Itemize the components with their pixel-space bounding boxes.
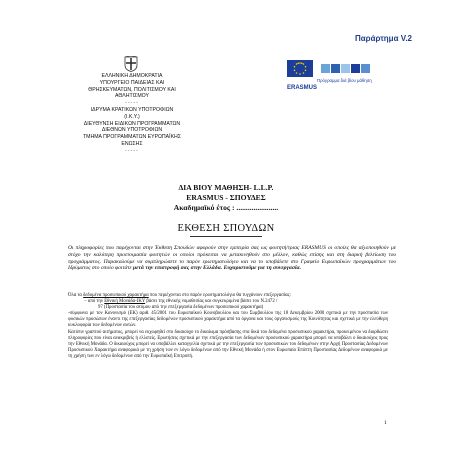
title-line-academic-year: Ακαδημαϊκό έτος : ...................... xyxy=(173,202,279,212)
ministry-line: (Ι.Κ.Υ.) xyxy=(124,113,140,120)
annex-label: Παράρτημα V.2 xyxy=(354,34,412,43)
body-paragraph: Κατόπιν γραπτού αιτήματος, μπορεί να εκχωρηθεί στο δικαιούχο το δικαίωμα πρόσβασης στα δικά του δεδομένα προσωπικού χαρακτήρα, προκειμένου να διορθώσει πληροφορίες που είναι ανακριβείς ή ελλιπείς. Ερωτήσεις σχετικά με την επεξεργασία των δεδομένων προσωπικού χαρακτήρα μπορεί να υποβάλει ο δικαιούχος προς την Εθνική Μονάδα. Ο δικαιούχος μπορεί να υποβάλλει καταγγελία σχετικά με την επεξεργασία των προσωπικών του δεδομένων στην Αρχή Προστασίας Δεδομένων Προσωπικού Χαρακτήρα αναφορικά με τη χρήση των εν λόγω δεδομένων από την Εθνική Μονάδα ή στον Ευρωπαίο Επόπτη Προστασίας Δεδομένων αναφορικά με τη χρήση των εν λόγω δεδομένων από την Ευρωπαϊκή Επιτροπή. xyxy=(68,329,388,359)
ministry-line: ΑΘΛΗΤΙΣΜΟΥ xyxy=(115,93,149,100)
body-text: Όλα τα xyxy=(68,293,82,298)
page-number: 1 xyxy=(384,420,387,426)
intro-text-after-return: μετά την επιστροφή σας στην Ελλάδα. xyxy=(133,265,223,272)
lifelong-learning-logo-icon xyxy=(321,62,373,75)
body-paragraph: -σύμφωνα με τον Κανονισμό (ΕΚ) αριθ. 45/2001 του Ευρωπαϊκού Κοινοβουλίου και του Συμβουλίου της 18 Δεκεμβρίου 2000 σχετικά με την προστασία των φυσικών προσώπων έναντι της επεξεργασίας δεδομένων προσωπικού χαρακτήρα από τα όργανα και τους οργανισμούς της Κοινότητας και σχετικά με την ελεύθερη κυκλοφορία των δεδομένων αυτών. xyxy=(68,311,388,329)
intro-thanks: Ευχαριστούμε για τη συνεργασία. xyxy=(223,265,302,272)
data-protection-section xyxy=(68,293,388,360)
title-underline xyxy=(190,236,262,237)
title-line-llp: ΔΙΑ ΒΙΟΥ ΜΑΘΗΣΗ- L.L.P. xyxy=(178,183,274,192)
programme-text: Πρόγραμμα διά βίου μάθηση xyxy=(317,78,372,83)
ministry-line: ΙΔΡΥΜΑ ΚΡΑΤΙΚΩΝ ΥΠΟΤΡΟΦΙΩΝ xyxy=(90,106,174,113)
intro-text: Οι πληροφορίες που παρέχονται στην Έκθεση Σπουδών αφορούν στην εμπειρία σας ως φοιτητή/τριας ERASMUS οι οποίες θα αξιοποιηθούν με στόχο την καλύτερη προετοιμασία φοιτητών οι οποίοι πρόκειται να μετακινηθούν στο μέλλον, καθώς επίσης και στη διαρκή βελτίωση του προγράμματος. xyxy=(68,245,396,265)
body-text: βάσει της εθνικής νομοθεσίας και συγκεκριμένα βάσει του Ν.2472 / xyxy=(146,299,278,305)
erasmus-logo-text: ERASMUS xyxy=(287,85,318,91)
logos-block xyxy=(287,60,407,100)
ministry-separator: ----- xyxy=(125,147,139,154)
ministry-line: ΤΜΗΜΑ ΠΡΟΓΡΑΜΜΑΤΩΝ ΕΥΡΩΠΑΪΚΗΣ xyxy=(83,134,181,141)
ministry-line: ΕΛΛΗΝΙΚΗ ΔΗΜΟΚΡΑΤΙΑ xyxy=(101,73,163,79)
title-line-erasmus: ERASMUS - ΣΠΟΥΔΕΣ xyxy=(186,192,266,202)
ministry-line: ΔΙΕΘΝΩΝ ΥΠΟΤΡΟΦΙΩΝ xyxy=(101,127,163,134)
body-text: − από την xyxy=(84,299,104,305)
intro-paragraph xyxy=(68,245,396,272)
ministry-line: ΥΠΟΥΡΓΕΙΟ ΠΑΙΔΕΙΑΣ ΚΑΙ xyxy=(99,79,165,86)
ministry-line: ΔΙΕΥΘΥΝΣΗ ΕΙΔΙΚΩΝ ΠΡΟΓΡΑΜΜΑΤΩΝ xyxy=(83,120,181,127)
ministry-header xyxy=(58,73,206,155)
body-list-continuation: 97 (Προστασία του ατόμου από την επεξεργασία δεδομένων προσωπικού χαρακτήρα) xyxy=(98,305,264,311)
ministry-line: ΕΝΩΣΗΣ xyxy=(121,140,143,147)
report-title: ΕΚΘΕΣΗ ΣΠΟΥΔΩΝ xyxy=(177,223,275,234)
intro-text-submit: Παρακαλούμε να συμπληρώσετε το παρόν ερωτηματολόγιο και να το υποβάλετε στο Γραφείο Ευρωπαϊκών προγραμμάτων του Ιδρύματος στο οποίο φοιτάτε xyxy=(68,258,396,272)
body-underlined-text: Εθνική Μονάδα-ΙΚΥ xyxy=(104,299,146,305)
body-text: που περιέχονται στο παρόν ερωτηματολόγιο θα τυγχάνουν επεξεργασίας: xyxy=(149,293,291,298)
body-underlined-text: δεδομένα προσωπικού χαρακτήρα xyxy=(83,293,149,298)
programme-title-block xyxy=(0,183,452,212)
greek-emblem-icon xyxy=(124,56,138,72)
ministry-line: ΘΡΗΣΚΕΥΜΑΤΩΝ, ΠΟΛΙΤΙΣΜΟΥ ΚΑΙ xyxy=(88,86,176,93)
ministry-separator: ----- xyxy=(125,100,139,107)
eu-flag-icon xyxy=(287,60,313,77)
